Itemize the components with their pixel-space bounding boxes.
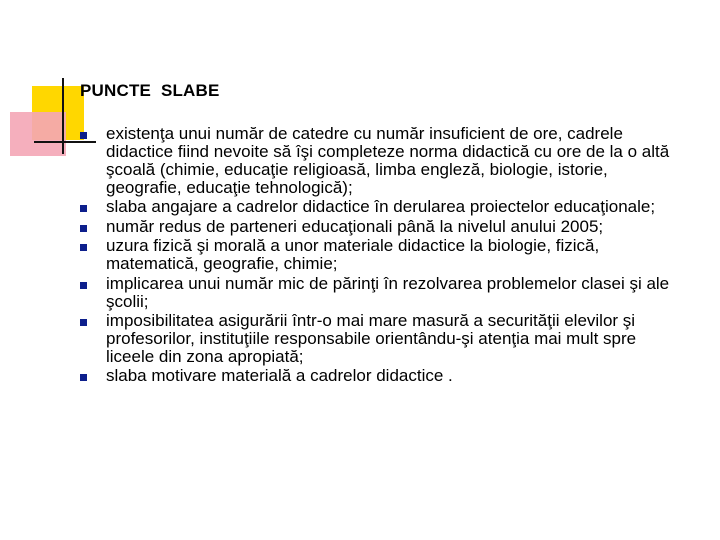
square-bullet-icon <box>80 132 87 139</box>
list-item <box>76 198 676 216</box>
list-item-text: slaba motivare materială a cadrelor didactice . <box>106 366 453 386</box>
square-bullet-icon <box>80 282 87 289</box>
list-item-text: slaba angajare a cadrelor didactice în derularea proiectelor educaţionale; <box>106 197 656 217</box>
list-item-text: implicarea unui număr mic de părinţi în rezolvarea problemelor clasei şi ale şcolii; <box>106 273 670 311</box>
list-item <box>76 218 676 236</box>
square-bullet-icon <box>80 225 87 232</box>
list-item <box>76 367 676 385</box>
list-item <box>76 312 676 366</box>
list-item-text: existenţa unui număr de catedre cu număr insuficient de ore, cadrele didactice fiind nevoite să îşi completeze norma didactică cu ore de la o altă şcoală (chimie, educaţie religioasă, limba engleză, biologie, istorie, geografie, educaţie tehnologică); <box>106 124 670 197</box>
square-bullet-icon <box>80 319 87 326</box>
bullet-list <box>76 125 676 387</box>
list-item <box>76 275 676 311</box>
square-bullet-icon <box>80 244 87 251</box>
list-item-text: număr redus de parteneri educaţionali până la nivelul anului 2005; <box>106 216 604 236</box>
pink-square-decoration <box>10 112 66 156</box>
list-item <box>76 125 676 197</box>
square-bullet-icon <box>80 374 87 381</box>
list-item-text: imposibilitatea asigurării într-o mai mare masură a securităţii elevilor şi profesorilor, instituţiile responsabile orientându-şi atenţia mai mult spre liceele din zona apropiată; <box>106 310 637 366</box>
slide-title: PUNCTE SLABE <box>80 81 220 100</box>
square-bullet-icon <box>80 205 87 212</box>
list-item-text: uzura fizică şi morală a unor materiale didactice la biologie, fizică, matematică, geografie, chimie; <box>106 236 600 274</box>
list-item <box>76 237 676 273</box>
